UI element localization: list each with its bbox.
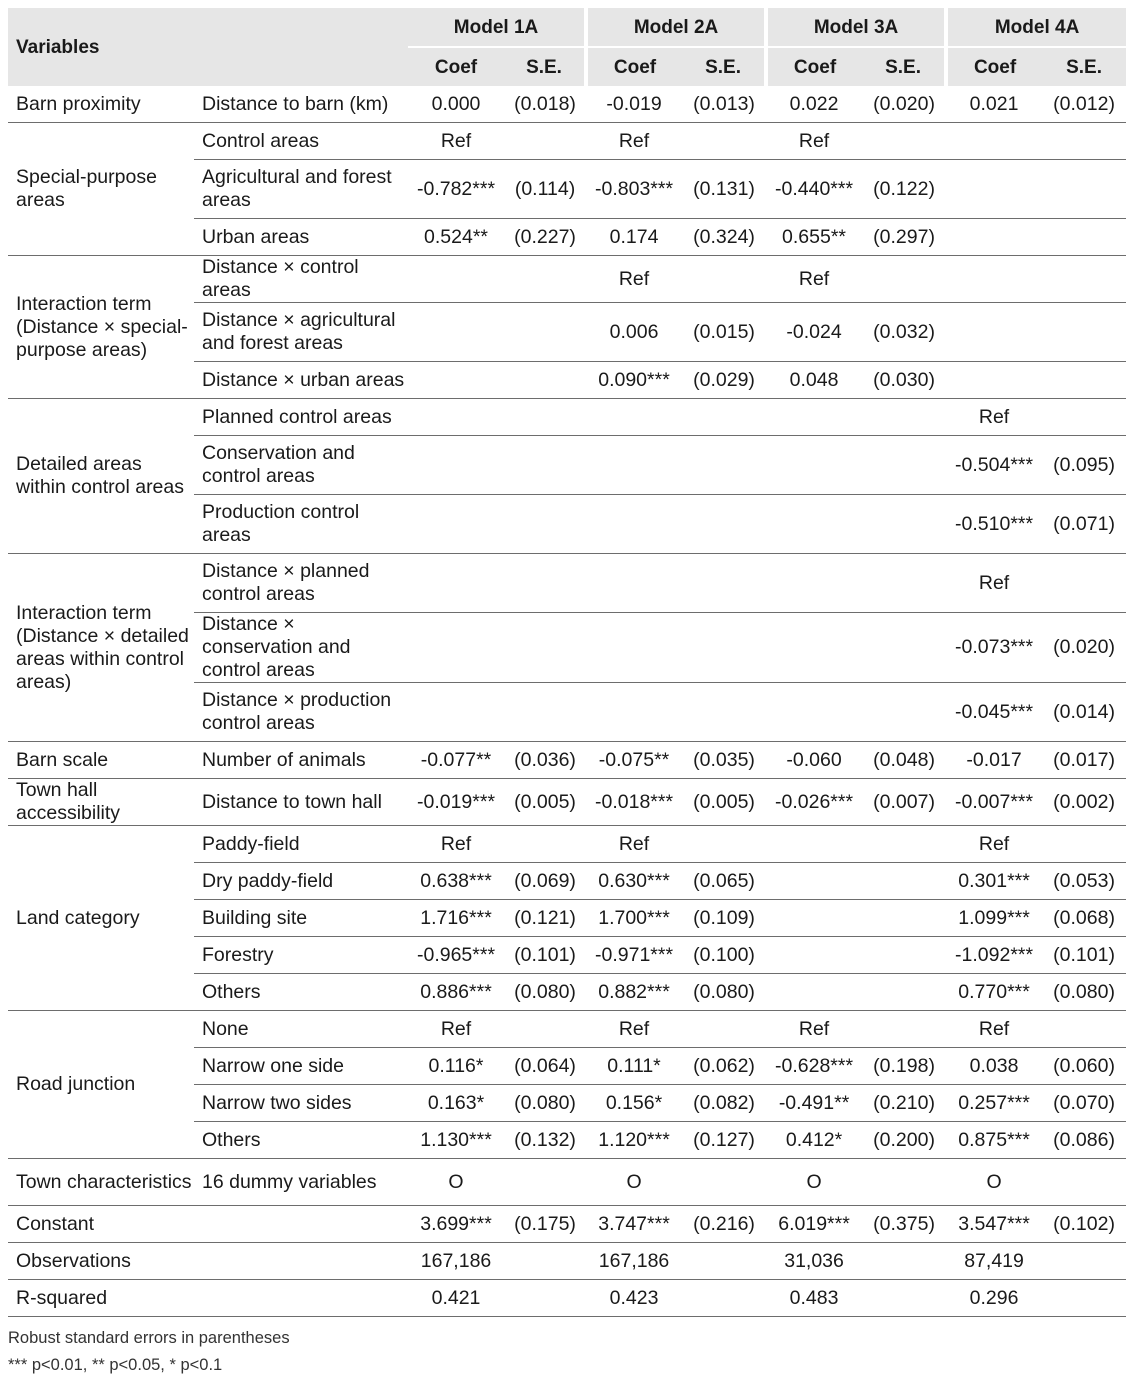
se-cell	[682, 554, 766, 613]
group-label: Observations	[8, 1243, 194, 1280]
se-cell: (0.030)	[862, 362, 946, 399]
se-cell	[862, 1011, 946, 1048]
coef-cell: -0.971***	[586, 937, 682, 974]
row-label: Production control areas	[194, 495, 408, 554]
regression-table	[8, 8, 1126, 1317]
coef-header: Coef	[408, 47, 504, 86]
se-cell	[1042, 826, 1126, 863]
row-label: Planned control areas	[194, 399, 408, 436]
table-header	[8, 8, 1126, 86]
se-cell: (0.109)	[682, 900, 766, 937]
coef-cell	[408, 613, 504, 683]
coef-cell	[766, 900, 862, 937]
group-label: Barn scale	[8, 742, 194, 779]
model-header: Model 3A	[766, 8, 946, 47]
table-row	[8, 554, 1126, 613]
coef-cell: Ref	[766, 123, 862, 160]
se-cell: (0.200)	[862, 1122, 946, 1159]
row-label	[194, 1243, 408, 1280]
table-row	[8, 779, 1126, 826]
note-significance: *** p<0.01, ** p<0.05, * p<0.1	[8, 1356, 223, 1374]
coef-cell: 3.699***	[408, 1206, 504, 1243]
group-label: Barn proximity	[8, 86, 194, 123]
coef-cell: 0.022	[766, 86, 862, 123]
row-label: Distance × agricultural and forest areas	[194, 303, 408, 362]
coef-cell: -0.782***	[408, 160, 504, 219]
coef-cell: 0.421	[408, 1280, 504, 1317]
se-cell: (0.065)	[682, 863, 766, 900]
table-row	[8, 256, 1126, 303]
se-cell: (0.069)	[504, 863, 586, 900]
row-label: None	[194, 1011, 408, 1048]
coef-cell	[408, 362, 504, 399]
coef-cell: -0.019	[586, 86, 682, 123]
coef-cell: 0.630***	[586, 863, 682, 900]
coef-cell	[946, 362, 1042, 399]
coef-cell: 0.090***	[586, 362, 682, 399]
group-label: Special-purpose areas	[8, 123, 194, 256]
row-label: Conservation and control areas	[194, 436, 408, 495]
coef-cell	[766, 826, 862, 863]
coef-cell: -1.092***	[946, 937, 1042, 974]
coef-cell: 0.524**	[408, 219, 504, 256]
se-cell	[504, 399, 586, 436]
row-label: Paddy-field	[194, 826, 408, 863]
se-cell: (0.122)	[862, 160, 946, 219]
row-label: Urban areas	[194, 219, 408, 256]
group-label: Town characteristics	[8, 1159, 194, 1206]
coef-cell	[766, 683, 862, 742]
coef-cell	[946, 303, 1042, 362]
coef-cell: -0.491**	[766, 1085, 862, 1122]
se-cell	[1042, 1011, 1126, 1048]
se-cell	[862, 863, 946, 900]
coef-cell: 0.163*	[408, 1085, 504, 1122]
se-cell	[682, 495, 766, 554]
coef-cell: -0.628***	[766, 1048, 862, 1085]
se-cell	[1042, 256, 1126, 303]
se-cell: (0.070)	[1042, 1085, 1126, 1122]
table-row	[8, 123, 1126, 160]
coef-cell: 0.423	[586, 1280, 682, 1317]
coef-cell: Ref	[408, 123, 504, 160]
se-cell	[862, 1243, 946, 1280]
coef-cell	[766, 399, 862, 436]
coef-cell: 31,036	[766, 1243, 862, 1280]
se-cell: (0.216)	[682, 1206, 766, 1243]
coef-cell: Ref	[946, 554, 1042, 613]
coef-cell	[766, 554, 862, 613]
coef-cell	[946, 219, 1042, 256]
se-header: S.E.	[682, 47, 766, 86]
se-cell: (0.080)	[504, 1085, 586, 1122]
group-label: Town hall accessibility	[8, 779, 194, 826]
coef-cell: 0.021	[946, 86, 1042, 123]
se-cell: (0.005)	[504, 779, 586, 826]
se-cell: (0.101)	[1042, 937, 1126, 974]
coef-cell: Ref	[586, 123, 682, 160]
coef-cell: 0.111*	[586, 1048, 682, 1085]
se-cell	[1042, 303, 1126, 362]
coef-cell	[766, 974, 862, 1011]
coef-cell: 0.875***	[946, 1122, 1042, 1159]
se-cell	[862, 436, 946, 495]
coef-cell: -0.504***	[946, 436, 1042, 495]
se-cell: (0.198)	[862, 1048, 946, 1085]
coef-cell	[766, 495, 862, 554]
coef-cell: 0.048	[766, 362, 862, 399]
se-cell	[682, 1159, 766, 1206]
coef-cell	[408, 436, 504, 495]
coef-cell: Ref	[946, 399, 1042, 436]
se-cell: (0.100)	[682, 937, 766, 974]
coef-cell: 0.483	[766, 1280, 862, 1317]
se-cell: (0.035)	[682, 742, 766, 779]
coef-cell: -0.965***	[408, 937, 504, 974]
se-cell: (0.114)	[504, 160, 586, 219]
se-cell	[682, 826, 766, 863]
coef-cell: -0.018***	[586, 779, 682, 826]
coef-cell: Ref	[766, 256, 862, 303]
coef-cell	[766, 937, 862, 974]
model-header: Model 4A	[946, 8, 1126, 47]
coef-cell	[586, 613, 682, 683]
table-row	[8, 1280, 1126, 1317]
note-robust-errors: Robust standard errors in parentheses	[8, 1329, 290, 1347]
se-cell: (0.080)	[682, 974, 766, 1011]
coef-cell	[946, 160, 1042, 219]
coef-cell: 0.301***	[946, 863, 1042, 900]
se-cell	[862, 1159, 946, 1206]
coef-cell: -0.073***	[946, 613, 1042, 683]
se-cell: (0.102)	[1042, 1206, 1126, 1243]
se-cell: (0.095)	[1042, 436, 1126, 495]
coef-cell: 0.638***	[408, 863, 504, 900]
se-cell: (0.012)	[1042, 86, 1126, 123]
se-cell: (0.101)	[504, 937, 586, 974]
coef-cell	[766, 863, 862, 900]
se-cell: (0.015)	[682, 303, 766, 362]
coef-cell: 0.412*	[766, 1122, 862, 1159]
coef-cell: -0.026***	[766, 779, 862, 826]
coef-cell: 3.747***	[586, 1206, 682, 1243]
coef-cell	[586, 495, 682, 554]
se-cell	[1042, 219, 1126, 256]
coef-cell: 0.116*	[408, 1048, 504, 1085]
coef-cell: -0.077**	[408, 742, 504, 779]
se-cell	[504, 1243, 586, 1280]
row-label: Narrow two sides	[194, 1085, 408, 1122]
group-label: Interaction term (Distance × special-purpose areas)	[8, 256, 194, 399]
se-cell: (0.080)	[1042, 974, 1126, 1011]
se-cell: (0.032)	[862, 303, 946, 362]
se-cell: (0.036)	[504, 742, 586, 779]
se-cell	[1042, 1159, 1126, 1206]
coef-cell: -0.045***	[946, 683, 1042, 742]
coef-cell: 167,186	[586, 1243, 682, 1280]
regression-table-container	[8, 8, 1126, 1379]
se-cell: (0.029)	[682, 362, 766, 399]
se-cell	[862, 399, 946, 436]
coef-cell: -0.075**	[586, 742, 682, 779]
coef-cell: 87,419	[946, 1243, 1042, 1280]
coef-header: Coef	[766, 47, 862, 86]
coef-cell: Ref	[586, 826, 682, 863]
se-cell: (0.014)	[1042, 683, 1126, 742]
se-cell	[1042, 554, 1126, 613]
row-label: Distance × production control areas	[194, 683, 408, 742]
se-cell: (0.053)	[1042, 863, 1126, 900]
row-label: Narrow one side	[194, 1048, 408, 1085]
coef-cell: -0.803***	[586, 160, 682, 219]
coef-cell: 0.174	[586, 219, 682, 256]
coef-cell: O	[946, 1159, 1042, 1206]
se-cell	[504, 613, 586, 683]
se-cell	[504, 123, 586, 160]
coef-cell: 0.156*	[586, 1085, 682, 1122]
coef-cell: O	[408, 1159, 504, 1206]
se-cell	[862, 974, 946, 1011]
row-label: Others	[194, 974, 408, 1011]
table-notes	[8, 1325, 1126, 1379]
coef-cell	[408, 256, 504, 303]
group-label: Land category	[8, 826, 194, 1011]
coef-cell	[408, 554, 504, 613]
se-cell	[504, 1159, 586, 1206]
se-cell	[682, 1011, 766, 1048]
se-cell	[504, 826, 586, 863]
se-cell: (0.071)	[1042, 495, 1126, 554]
coef-cell: Ref	[408, 1011, 504, 1048]
se-cell	[862, 683, 946, 742]
coef-cell: -0.060	[766, 742, 862, 779]
row-label: Number of animals	[194, 742, 408, 779]
se-cell	[682, 613, 766, 683]
se-cell	[504, 495, 586, 554]
se-cell	[862, 1280, 946, 1317]
se-cell	[504, 303, 586, 362]
row-label: Agricultural and forest areas	[194, 160, 408, 219]
coef-cell: Ref	[408, 826, 504, 863]
coef-cell: 1.700***	[586, 900, 682, 937]
se-cell	[862, 123, 946, 160]
row-label: Others	[194, 1122, 408, 1159]
coef-cell: -0.017	[946, 742, 1042, 779]
row-label: Distance × planned control areas	[194, 554, 408, 613]
group-label: Interaction term (Distance × detailed areas within control areas)	[8, 554, 194, 742]
table-row	[8, 399, 1126, 436]
se-cell	[504, 554, 586, 613]
coef-cell	[408, 399, 504, 436]
table-row	[8, 742, 1126, 779]
coef-cell: -0.510***	[946, 495, 1042, 554]
se-cell: (0.020)	[862, 86, 946, 123]
table-row	[8, 1159, 1126, 1206]
se-cell	[682, 1280, 766, 1317]
se-cell: (0.082)	[682, 1085, 766, 1122]
model-header: Model 2A	[586, 8, 766, 47]
se-cell	[682, 399, 766, 436]
se-cell	[1042, 399, 1126, 436]
coef-cell: 0.006	[586, 303, 682, 362]
row-label: Building site	[194, 900, 408, 937]
coef-cell: -0.007***	[946, 779, 1042, 826]
coef-cell: Ref	[586, 256, 682, 303]
row-label	[194, 1280, 408, 1317]
se-cell	[682, 256, 766, 303]
table-row	[8, 1243, 1126, 1280]
coef-cell	[766, 613, 862, 683]
se-cell: (0.297)	[862, 219, 946, 256]
se-header: S.E.	[862, 47, 946, 86]
se-cell	[862, 495, 946, 554]
table-row	[8, 1011, 1126, 1048]
coef-cell	[586, 554, 682, 613]
group-label: Road junction	[8, 1011, 194, 1159]
se-cell: (0.064)	[504, 1048, 586, 1085]
coef-cell	[586, 683, 682, 742]
row-label	[194, 1206, 408, 1243]
row-label: Distance to town hall	[194, 779, 408, 826]
coef-cell: 6.019***	[766, 1206, 862, 1243]
se-cell	[862, 937, 946, 974]
se-cell: (0.210)	[862, 1085, 946, 1122]
coef-cell: 1.099***	[946, 900, 1042, 937]
coef-cell: 0.770***	[946, 974, 1042, 1011]
coef-cell	[408, 683, 504, 742]
group-label: Detailed areas within control areas	[8, 399, 194, 554]
se-cell	[504, 256, 586, 303]
se-cell: (0.127)	[682, 1122, 766, 1159]
coef-cell: 1.130***	[408, 1122, 504, 1159]
coef-cell: 0.882***	[586, 974, 682, 1011]
coef-cell	[766, 436, 862, 495]
coef-cell: O	[766, 1159, 862, 1206]
coef-cell	[946, 256, 1042, 303]
se-cell	[682, 1243, 766, 1280]
se-cell: (0.060)	[1042, 1048, 1126, 1085]
coef-cell: -0.440***	[766, 160, 862, 219]
coef-cell: Ref	[766, 1011, 862, 1048]
se-cell	[682, 683, 766, 742]
se-cell	[1042, 123, 1126, 160]
coef-cell: 1.120***	[586, 1122, 682, 1159]
se-cell: (0.020)	[1042, 613, 1126, 683]
row-label: Distance × control areas	[194, 256, 408, 303]
se-cell	[504, 362, 586, 399]
coef-cell: Ref	[946, 1011, 1042, 1048]
se-cell	[1042, 160, 1126, 219]
se-cell	[504, 683, 586, 742]
se-cell	[1042, 1280, 1126, 1317]
table-body	[8, 86, 1126, 1317]
coef-cell: O	[586, 1159, 682, 1206]
se-cell: (0.062)	[682, 1048, 766, 1085]
model-header: Model 1A	[408, 8, 586, 47]
se-cell: (0.005)	[682, 779, 766, 826]
coef-cell	[586, 436, 682, 495]
table-row	[8, 1206, 1126, 1243]
se-cell	[504, 1280, 586, 1317]
row-label: Distance to barn (km)	[194, 86, 408, 123]
coef-cell: Ref	[586, 1011, 682, 1048]
se-cell	[862, 613, 946, 683]
se-cell	[862, 256, 946, 303]
se-cell: (0.131)	[682, 160, 766, 219]
group-label: Constant	[8, 1206, 194, 1243]
row-label: Distance × conservation and control areas	[194, 613, 408, 683]
coef-cell	[586, 399, 682, 436]
se-cell: (0.324)	[682, 219, 766, 256]
coef-cell: 0.257***	[946, 1085, 1042, 1122]
se-cell	[862, 554, 946, 613]
se-cell: (0.227)	[504, 219, 586, 256]
se-cell	[504, 1011, 586, 1048]
coef-cell: Ref	[946, 826, 1042, 863]
se-cell	[682, 436, 766, 495]
coef-cell: 3.547***	[946, 1206, 1042, 1243]
se-cell: (0.048)	[862, 742, 946, 779]
se-cell	[682, 123, 766, 160]
coef-cell: 1.716***	[408, 900, 504, 937]
group-label: R-squared	[8, 1280, 194, 1317]
coef-cell: 0.886***	[408, 974, 504, 1011]
se-cell: (0.121)	[504, 900, 586, 937]
coef-cell: -0.024	[766, 303, 862, 362]
se-header: S.E.	[1042, 47, 1126, 86]
coef-cell	[408, 303, 504, 362]
row-label: 16 dummy variables	[194, 1159, 408, 1206]
se-cell	[1042, 1243, 1126, 1280]
coef-cell: 0.000	[408, 86, 504, 123]
se-cell: (0.007)	[862, 779, 946, 826]
row-label: Forestry	[194, 937, 408, 974]
coef-cell	[946, 123, 1042, 160]
se-cell: (0.086)	[1042, 1122, 1126, 1159]
se-cell: (0.080)	[504, 974, 586, 1011]
se-cell: (0.013)	[682, 86, 766, 123]
se-cell	[862, 900, 946, 937]
coef-cell: -0.019***	[408, 779, 504, 826]
coef-cell: 0.296	[946, 1280, 1042, 1317]
se-cell: (0.017)	[1042, 742, 1126, 779]
se-cell	[504, 436, 586, 495]
se-cell: (0.002)	[1042, 779, 1126, 826]
coef-header: Coef	[586, 47, 682, 86]
se-cell: (0.175)	[504, 1206, 586, 1243]
se-header: S.E.	[504, 47, 586, 86]
se-cell: (0.375)	[862, 1206, 946, 1243]
se-cell: (0.132)	[504, 1122, 586, 1159]
coef-cell: 0.038	[946, 1048, 1042, 1085]
coef-cell: 167,186	[408, 1243, 504, 1280]
se-cell	[862, 826, 946, 863]
row-label: Distance × urban areas	[194, 362, 408, 399]
row-label: Dry paddy-field	[194, 863, 408, 900]
se-cell: (0.068)	[1042, 900, 1126, 937]
coef-cell	[408, 495, 504, 554]
row-label: Control areas	[194, 123, 408, 160]
coef-header: Coef	[946, 47, 1042, 86]
se-cell: (0.018)	[504, 86, 586, 123]
se-cell	[1042, 362, 1126, 399]
table-row	[8, 826, 1126, 863]
table-row	[8, 86, 1126, 123]
variables-header: Variables	[8, 8, 408, 86]
coef-cell: 0.655**	[766, 219, 862, 256]
